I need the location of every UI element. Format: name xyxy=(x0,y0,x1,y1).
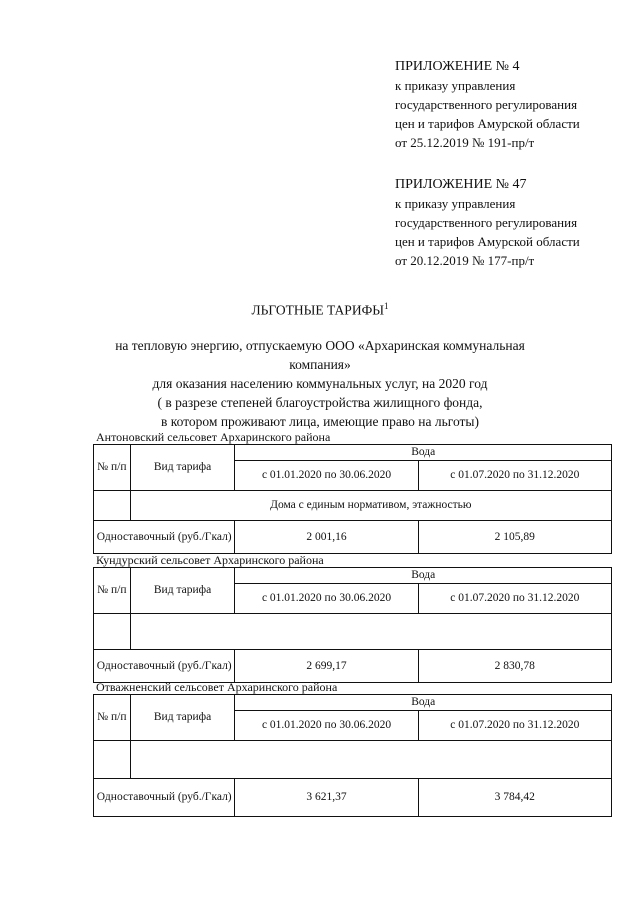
header-tariff-type: Вид тарифа xyxy=(130,695,235,741)
row-subheader: Дома с единым нормативом, этажностью xyxy=(130,491,611,521)
header-period-2: с 01.07.2020 по 31.12.2020 xyxy=(418,584,611,614)
appendix-4-line-2: государственного регулирования xyxy=(395,97,578,112)
document-heading xyxy=(0,297,640,431)
header-period-2: с 01.07.2020 по 31.12.2020 xyxy=(418,461,611,491)
header-period-2: с 01.07.2020 по 31.12.2020 xyxy=(418,711,611,741)
tariff-value-period-1: 2 001,16 xyxy=(235,521,418,554)
appendix-47-line-2: государственного регулирования xyxy=(395,215,578,230)
row-subheader xyxy=(130,741,611,779)
empty-cell xyxy=(94,741,131,779)
header-water: Вода xyxy=(235,445,612,461)
appendix-4-line-1: к приказу управления xyxy=(395,78,516,93)
header-tariff-type: Вид тарифа xyxy=(130,568,235,614)
tariff-table xyxy=(93,567,612,683)
header-num: № п/п xyxy=(94,695,131,741)
appendix-47-title: ПРИЛОЖЕНИЕ № 47 xyxy=(395,177,527,192)
heading-line-4: ( в разрезе степеней благоустройства жилищного фонда, xyxy=(157,394,483,410)
heading-line-2: компания» xyxy=(289,356,351,372)
section-label: Отважненский сельсовет Архаринского района xyxy=(96,680,338,694)
row-label: Одноставочный (руб./Гкал) xyxy=(94,650,235,683)
empty-cell xyxy=(94,491,131,521)
tariff-table xyxy=(93,694,612,817)
heading-line-3: для оказания населению коммунальных услуг, на 2020 год xyxy=(152,375,488,391)
appendix-4-line-3: цен и тарифов Амурской области xyxy=(395,116,580,131)
section-label: Кундурский сельсовет Архаринского района xyxy=(96,553,324,567)
tariff-value-period-1: 3 621,37 xyxy=(235,779,418,817)
row-label: Одноставочный (руб./Гкал) xyxy=(94,779,235,817)
tariff-value-period-2: 2 105,89 xyxy=(418,521,611,554)
header-water: Вода xyxy=(235,568,612,584)
empty-cell xyxy=(94,614,131,650)
appendix-47-line-1: к приказу управления xyxy=(395,196,516,211)
header-water: Вода xyxy=(235,695,612,711)
tariff-value-period-2: 3 784,42 xyxy=(418,779,611,817)
tariff-table xyxy=(93,444,612,554)
appendix-47-line-4: от 20.12.2019 № 177-пр/т xyxy=(395,253,535,268)
appendix-47-line-3: цен и тарифов Амурской области xyxy=(395,234,580,249)
appendix-4-block xyxy=(395,57,580,152)
header-num: № п/п xyxy=(94,445,131,491)
heading-line-1: на тепловую энергию, отпускаемую ООО «Архаринская коммунальная xyxy=(115,337,525,353)
appendix-4-line-4: от 25.12.2019 № 191-пр/т xyxy=(395,135,535,150)
section-label: Антоновский сельсовет Архаринского района xyxy=(96,430,331,444)
header-period-1: с 01.01.2020 по 30.06.2020 xyxy=(235,711,418,741)
appendix-4-title: ПРИЛОЖЕНИЕ № 4 xyxy=(395,59,520,74)
heading-title: ЛЬГОТНЫЕ ТАРИФЫ xyxy=(251,302,385,318)
footnote-mark: 1 xyxy=(384,301,389,311)
header-num: № п/п xyxy=(94,568,131,614)
header-period-1: с 01.01.2020 по 30.06.2020 xyxy=(235,584,418,614)
tariff-value-period-1: 2 699,17 xyxy=(235,650,418,683)
heading-title-row xyxy=(0,297,640,320)
header-period-1: с 01.01.2020 по 30.06.2020 xyxy=(235,461,418,491)
header-tariff-type: Вид тарифа xyxy=(130,445,235,491)
heading-line-5: в котором проживают лица, имеющие право на льготы) xyxy=(161,413,479,429)
row-subheader xyxy=(130,614,611,650)
appendix-47-block xyxy=(395,175,580,270)
tariff-value-period-2: 2 830,78 xyxy=(418,650,611,683)
row-label: Одноставочный (руб./Гкал) xyxy=(94,521,235,554)
